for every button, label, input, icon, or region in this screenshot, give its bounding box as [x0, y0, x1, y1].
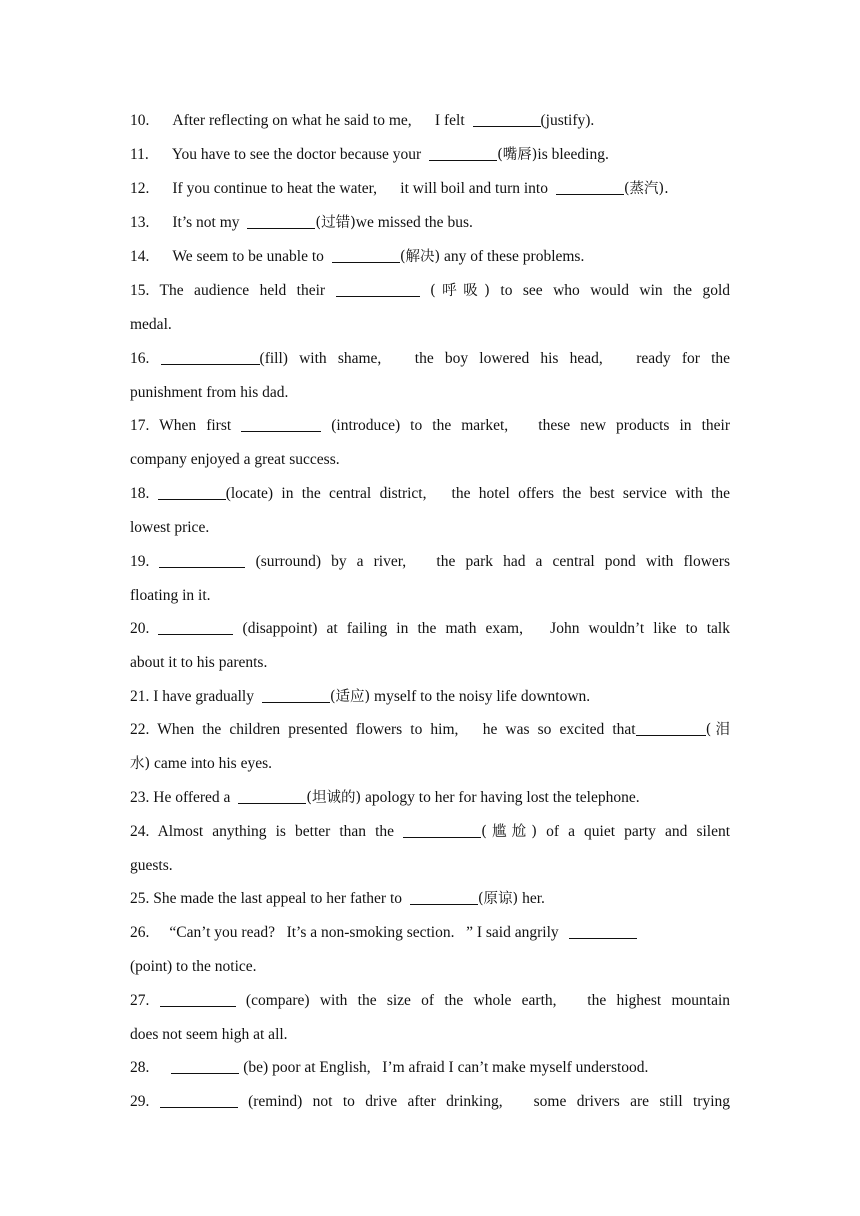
- item-hint: (原谅): [477, 891, 519, 907]
- item-number: 16.: [130, 350, 150, 367]
- item-number: 22.: [130, 721, 150, 738]
- item-text: She made the last appeal to her father to: [153, 890, 406, 907]
- item-text: we missed the bus.: [355, 214, 473, 231]
- item-number: 24.: [130, 823, 150, 840]
- item-hint: (坦诚的): [306, 790, 362, 806]
- item-text: lowest price.: [130, 519, 210, 536]
- item-text: The audience held their: [159, 282, 326, 299]
- exercise-item-25: [130, 889, 730, 909]
- answer-blank[interactable]: [160, 991, 236, 1007]
- exercise-item-18-continued: [130, 518, 730, 538]
- item-text: Almost anything is better than the: [157, 823, 395, 840]
- item-number: 27.: [130, 992, 150, 1009]
- item-text: apology to her for having lost the telephone.: [361, 789, 640, 806]
- answer-blank[interactable]: [238, 788, 306, 804]
- item-text: is bleeding.: [537, 146, 609, 163]
- item-text: medal.: [130, 316, 172, 333]
- item-text: punishment from his dad.: [130, 384, 289, 401]
- exercise-item-28: [130, 1058, 730, 1078]
- item-hint: (过错): [315, 215, 356, 231]
- exercise-item-24: [130, 822, 730, 842]
- item-text: to see who would win the gold: [500, 282, 731, 299]
- exercise-item-11: [130, 145, 730, 165]
- exercise-item-29: [130, 1092, 730, 1112]
- item-hint: 水): [130, 756, 151, 772]
- answer-blank[interactable]: [241, 416, 321, 432]
- item-number: 19.: [130, 553, 150, 570]
- item-text: does not seem high at all.: [130, 1026, 288, 1043]
- exercise-item-16-continued: [130, 383, 730, 403]
- item-number: 11.: [130, 146, 149, 163]
- item-text: If you continue to heat the water, it will boil and turn into: [172, 180, 552, 197]
- item-number: 12.: [130, 180, 150, 197]
- item-text: (disappoint) at failing in the math exam, John wouldn’t like to talk: [242, 620, 730, 637]
- answer-blank[interactable]: [158, 484, 226, 500]
- exercise-item-17: [130, 416, 730, 436]
- item-text: When the children presented flowers to him, he was so excited that: [157, 721, 636, 738]
- exercise-item-16: [130, 349, 730, 369]
- item-text: You have to see the doctor because your: [171, 146, 426, 163]
- answer-blank[interactable]: [410, 889, 478, 905]
- item-text: After reflecting on what he said to me, I felt: [172, 112, 469, 129]
- item-number: 13.: [130, 214, 150, 231]
- answer-blank[interactable]: [332, 247, 400, 263]
- item-text: (point) to the notice.: [130, 958, 257, 975]
- item-number: 26.: [130, 924, 150, 941]
- item-text: (remind) not to drive after drinking, some drivers are still trying: [248, 1093, 731, 1110]
- item-hint: (适应): [329, 689, 371, 705]
- item-text: I have gradually: [153, 688, 258, 705]
- exercise-item-15: [130, 281, 730, 301]
- item-text: floating in it.: [130, 587, 211, 604]
- exercise-item-19-continued: [130, 586, 730, 606]
- exercise-item-18: [130, 484, 730, 504]
- answer-blank[interactable]: [160, 1092, 238, 1108]
- item-number: 25.: [130, 890, 150, 907]
- answer-blank[interactable]: [158, 619, 233, 635]
- item-text: We seem to be unable to: [172, 248, 328, 265]
- item-text: company enjoyed a great success.: [130, 451, 340, 468]
- item-text: about it to his parents.: [130, 654, 268, 671]
- exercise-item-15-continued: [130, 315, 730, 335]
- item-number: 15.: [130, 282, 150, 299]
- exercise-item-14: [130, 247, 730, 267]
- answer-blank[interactable]: [262, 687, 330, 703]
- exercise-item-23: [130, 788, 730, 808]
- item-number: 23.: [130, 789, 150, 806]
- exercise-item-17-continued: [130, 450, 730, 470]
- item-text: myself to the noisy life downtown.: [370, 688, 591, 705]
- answer-blank[interactable]: [556, 179, 624, 195]
- exercise-item-19: [130, 552, 730, 572]
- answer-blank[interactable]: [403, 822, 481, 838]
- item-text: When first: [159, 417, 232, 434]
- exercise-item-13: [130, 213, 730, 233]
- answer-blank[interactable]: [473, 111, 541, 127]
- exercise-item-22-continued: [130, 754, 730, 774]
- exercise-item-21: [130, 687, 730, 707]
- answer-blank[interactable]: [171, 1058, 239, 1074]
- item-text: any of these problems.: [440, 248, 585, 265]
- item-number: 10.: [130, 112, 150, 129]
- item-text: (introduce) to the market, these new products in their: [331, 417, 730, 434]
- item-text: came into his eyes.: [150, 755, 272, 772]
- exercise-item-24-continued: [130, 856, 730, 876]
- item-number: 29.: [130, 1093, 150, 1110]
- exercise-item-26: [130, 923, 730, 943]
- item-hint: (尴尬): [481, 824, 538, 840]
- answer-blank[interactable]: [159, 552, 245, 568]
- exercise-item-10: [130, 111, 730, 131]
- exercise-item-20: [130, 619, 730, 639]
- answer-blank[interactable]: [247, 213, 315, 229]
- item-text: her.: [518, 890, 545, 907]
- item-text: “Can’t you read? It’s a non-smoking section. ” I said angrily: [169, 924, 563, 941]
- exercise-item-22: [130, 720, 730, 740]
- item-text: (surround) by a river, the park had a central pond with flowers: [255, 553, 731, 570]
- item-text: (fill) with shame, the boy lowered his head, ready for the: [259, 350, 731, 367]
- item-number: 28.: [130, 1059, 150, 1076]
- answer-blank[interactable]: [161, 349, 260, 365]
- exercise-item-12: [130, 179, 730, 199]
- answer-blank[interactable]: [336, 281, 420, 297]
- exercise-item-27-continued: [130, 1025, 730, 1045]
- answer-blank[interactable]: [429, 145, 497, 161]
- item-hint: (嘴唇): [497, 147, 538, 163]
- item-number: 21.: [130, 688, 150, 705]
- item-number: 14.: [130, 248, 150, 265]
- item-hint: (解决): [399, 249, 441, 265]
- item-text: (compare) with the size of the whole earth, the highest mountain: [245, 992, 731, 1009]
- item-hint: (蒸汽).: [623, 181, 669, 197]
- answer-blank[interactable]: [636, 720, 706, 736]
- item-number: 18.: [130, 485, 150, 502]
- item-text: He offered a: [153, 789, 235, 806]
- item-hint: (justify).: [540, 112, 595, 129]
- item-number: 17.: [130, 417, 150, 434]
- item-text: (be) poor at English, I’m afraid I can’t make myself understood.: [239, 1059, 649, 1076]
- exercise-item-20-continued: [130, 653, 730, 673]
- item-text: of a quiet party and silent: [546, 823, 731, 840]
- item-number: 20.: [130, 620, 150, 637]
- exercise-item-27: [130, 991, 730, 1011]
- item-text: guests.: [130, 857, 173, 874]
- item-text: (locate) in the central district, the hotel offers the best service with the: [225, 485, 730, 502]
- item-hint: (泪: [705, 722, 730, 738]
- item-hint: (呼吸): [429, 283, 490, 299]
- answer-blank[interactable]: [569, 923, 637, 939]
- exercise-item-26-continued: [130, 957, 730, 977]
- item-text: It’s not my: [172, 214, 244, 231]
